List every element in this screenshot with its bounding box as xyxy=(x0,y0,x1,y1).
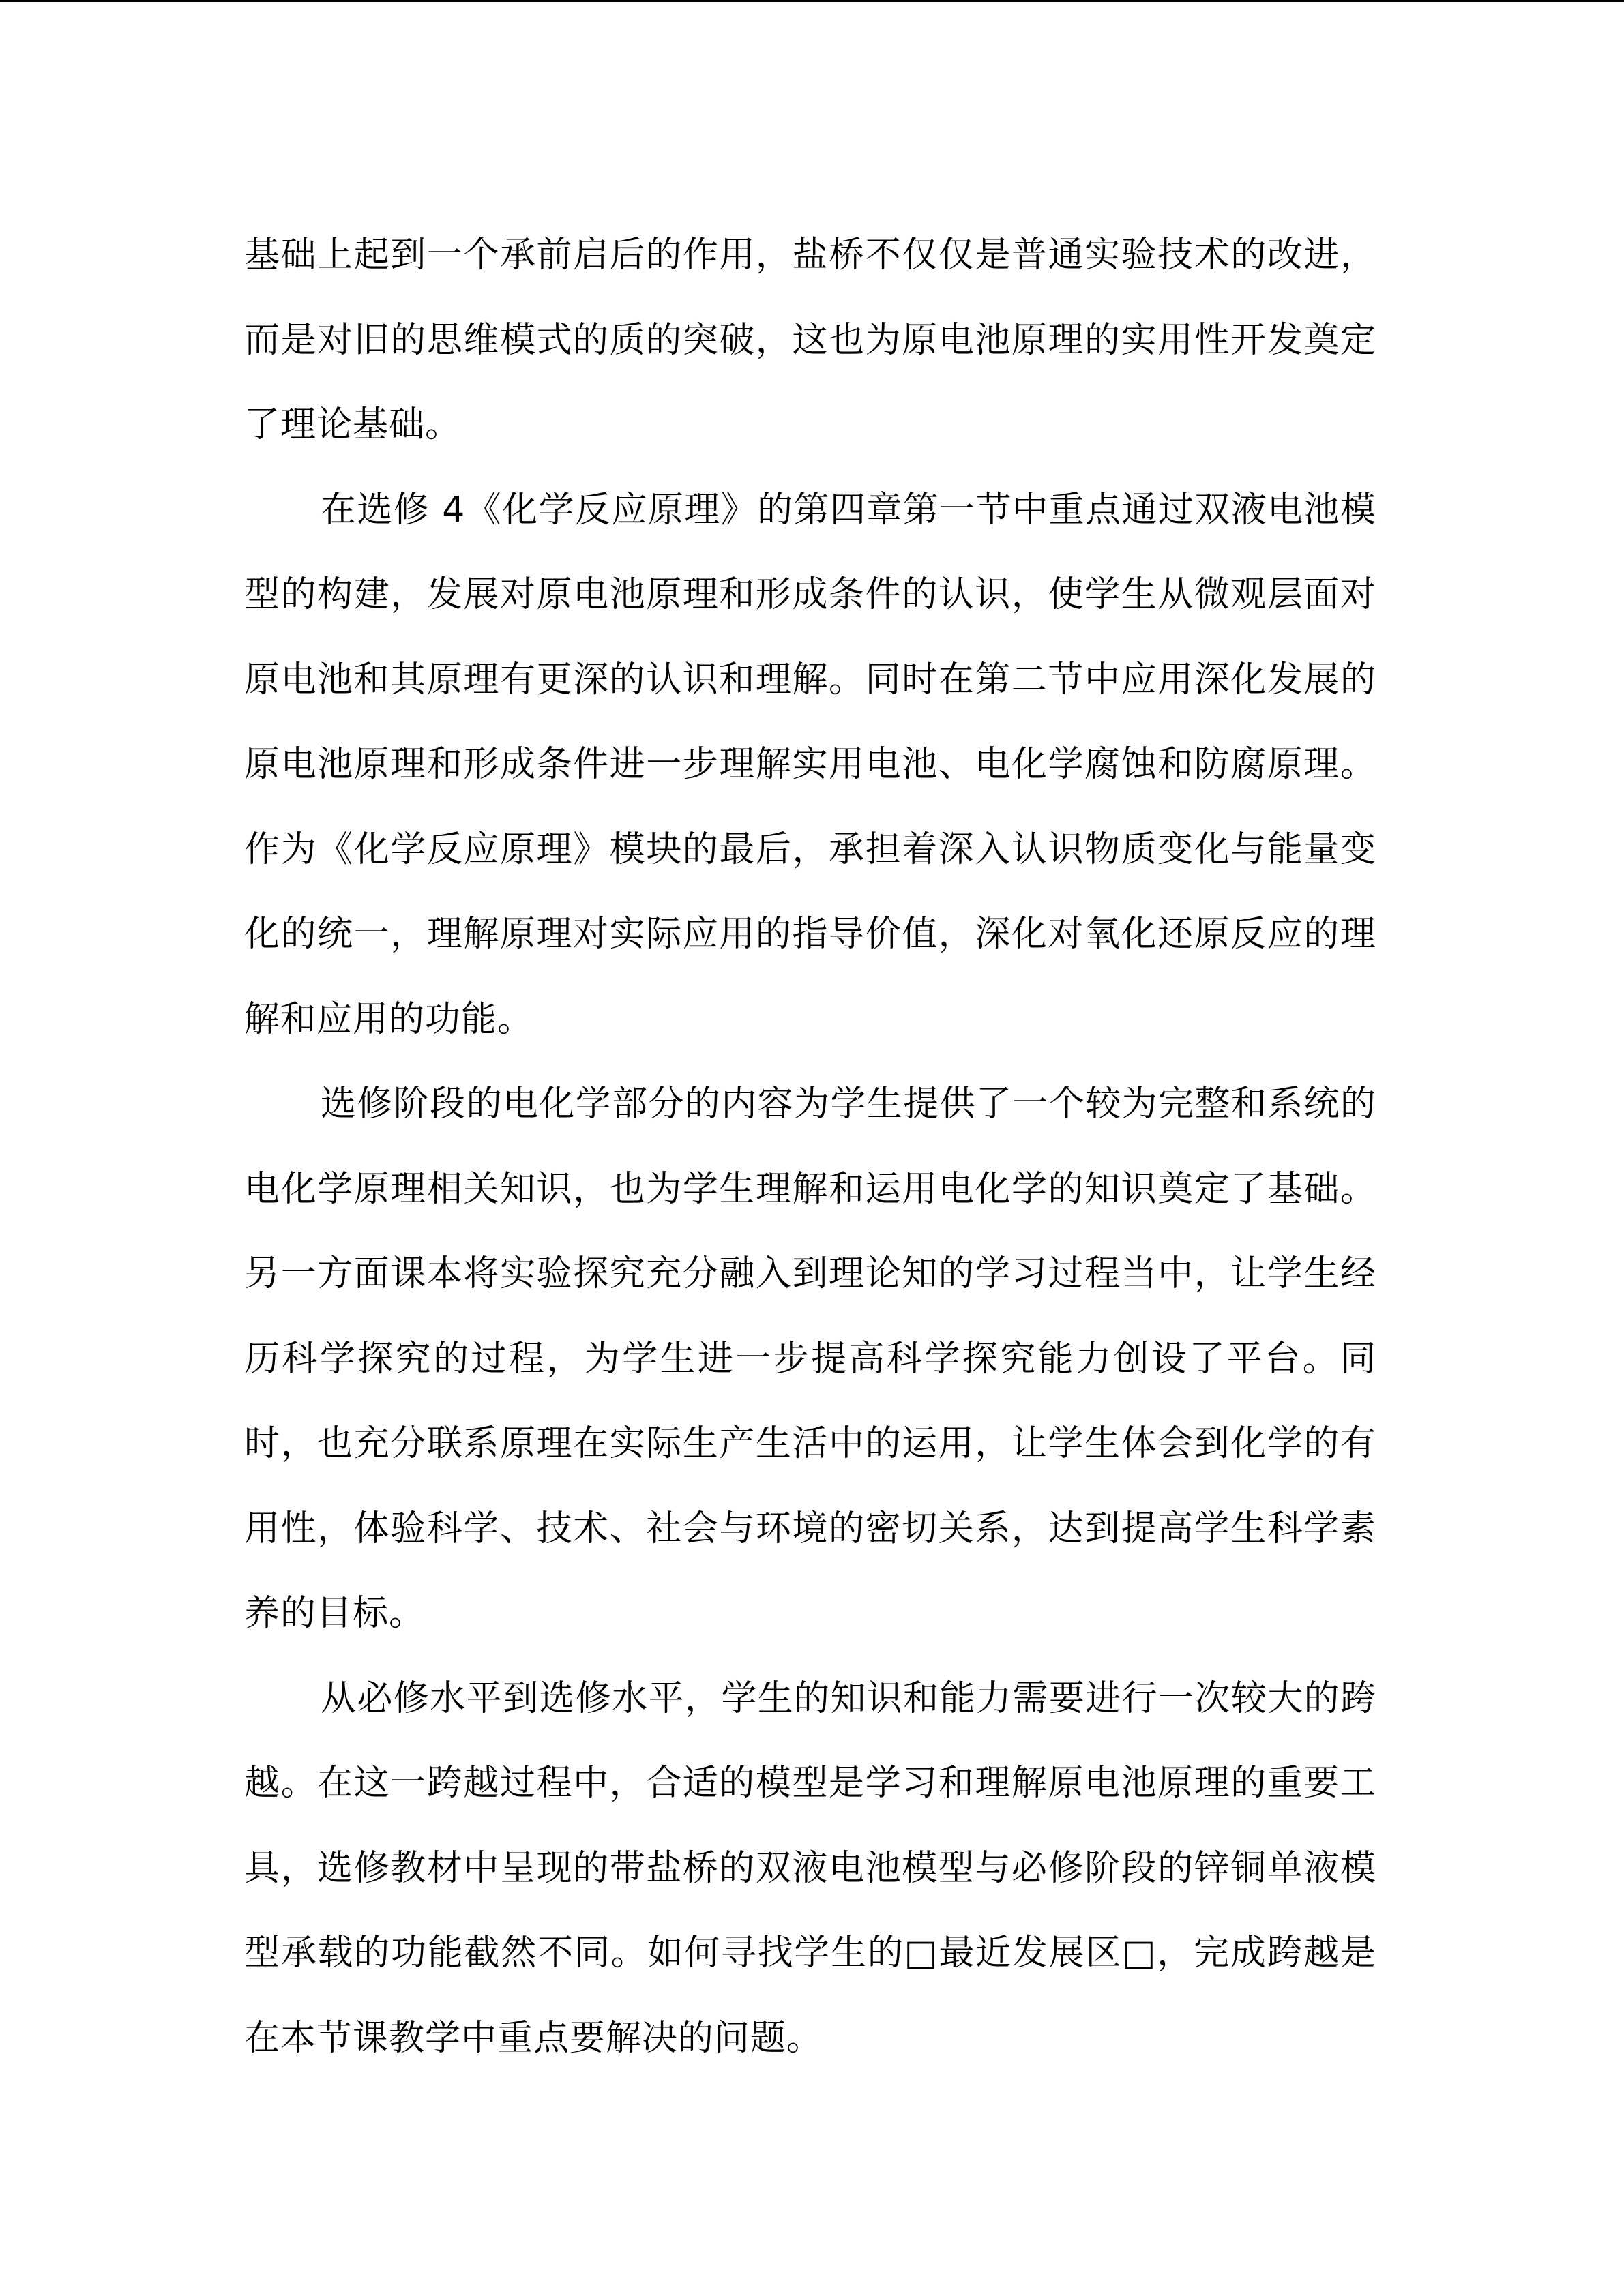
document-body xyxy=(244,213,1376,2081)
paragraph-1: 基础上起到一个承前启后的作用，盐桥不仅仅是普通实验技术的改进，而是对旧的思维模式的质的突破，这也为原电池原理的实用性开发奠定了理论基础。 xyxy=(244,235,1376,445)
paragraph-4: 从必修水平到选修水平，学生的知识和能力需要进行一次较大的跨越。在这一跨越过程中，合适的模型是学习和理解原电池原理的重要工具，选修教材中呈现的带盐桥的双液电池模型与必修阶段的锌铜单液模型承载的功能截然不同。如何寻找学生的□最近发展区□，完成跨越是在本节课教学中重点要解决的问题。 xyxy=(244,1678,1376,2059)
page-top-border xyxy=(0,0,1624,2)
paragraph-3: 选修阶段的电化学部分的内容为学生提供了一个较为完整和系统的电化学原理相关知识，也为学生理解和运用电化学的知识奠定了基础。另一方面课本将实验探究充分融入到理论知的学习过程当中，让学生经历科学探究的过程，为学生进一步提高科学探究能力创设了平台。同时，也充分联系原理在实际生产生活中的运用，让学生体会到化学的有用性，体验科学、技术、社会与环境的密切关系，达到提高学生科学素养的目标。 xyxy=(244,1084,1376,1634)
paragraph-2: 在选修 4《化学反应原理》的第四章第一节中重点通过双液电池模型的构建，发展对原电池原理和形成条件的认识，使学生从微观层面对原电池和其原理有更深的认识和理解。同时在第二节中应用深化发展的原电池原理和形成条件进一步理解实用电池、电化学腐蚀和防腐原理。作为《化学反应原理》模块的最后，承担着深入认识物质变化与能量变化的统一，理解原理对实际应用的指导价值，深化对氧化还原反应的理解和应用的功能。 xyxy=(244,489,1376,1040)
